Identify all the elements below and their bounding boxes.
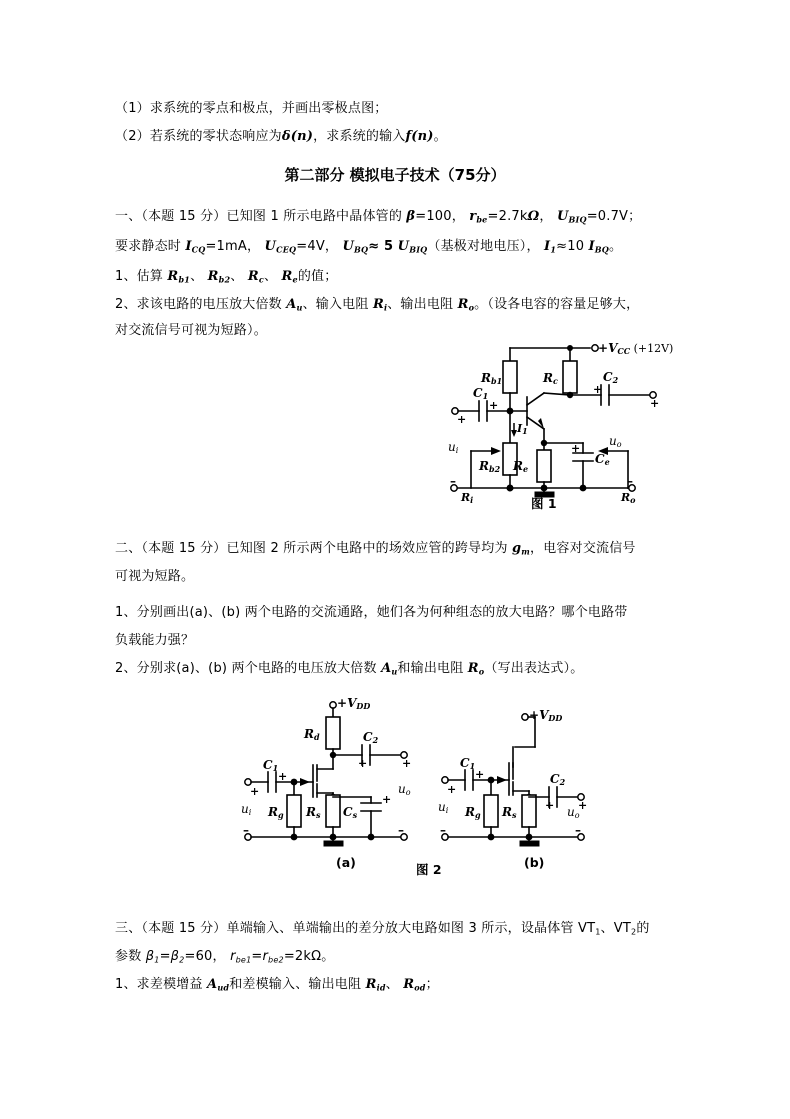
svg-text:+: +: [250, 785, 260, 798]
fig1-label-rb1: Rb1: [481, 371, 503, 386]
fig2a-label-rd: Rd: [304, 727, 320, 742]
svg-text:+: +: [382, 793, 392, 806]
svg-text:+: +: [457, 413, 467, 426]
carryover-item-2: （2）若系统的零状态响应为δ(n)，求系统的输入f(n)。: [115, 129, 447, 144]
fig1-label-rc: Rc: [543, 371, 558, 386]
fig1-label-c1: C1: [473, 386, 489, 401]
problem1-line1: 一、（本题 15 分）已知图 1 所示电路中晶体管的 β=100， $r_{be}=2.7k\Omega$， $U_{BIQ}=0.7V$；: [115, 209, 642, 225]
fig1-label-rb2: Rb2: [479, 459, 501, 474]
fig2a-label-c2: C2: [363, 730, 379, 745]
figure1-caption: 图 1: [531, 496, 557, 511]
problem1-line2: 要求静态时 $I_{CQ}=1mA$， $U_{CEQ}=4V$， $U_{BQ}\approx 5$ $U_{BIQ}$（基极对地电压）， $I_1\approx 10$ $I_{BQ}$。: [115, 239, 623, 255]
fig2b-label-rs: Rs: [502, 805, 517, 820]
problem2-sub2: 2、分别求(a)、(b) 两个电路的电压放大倍数 $A_u$和输出电阻 $R_o$（写出表达式）。: [115, 661, 584, 677]
svg-text:–: –: [243, 823, 249, 837]
problem3-line1: 三、（本题 15 分）单端输入、单端输出的差分放大电路如图 3 所示，设晶体管 $VT_1$、$VT_2$的: [115, 921, 650, 937]
fig2a-label-uo: uo: [398, 782, 411, 797]
fig2a-label-vdd: +VDD: [337, 696, 371, 711]
svg-text:–: –: [398, 823, 404, 837]
fig1-label-ce: Ce: [595, 452, 610, 467]
fig2b-label-vdd: +VDD: [529, 708, 563, 723]
figure2-caption: 图 2: [416, 862, 442, 877]
fig1-label-ri: Ri: [461, 491, 474, 503]
svg-text:+: +: [593, 383, 603, 396]
svg-text:–: –: [627, 474, 633, 488]
problem3-line2: 参数 $\beta_1=\beta_2=60$， $r_{be1}=r_{be2}=2k\Omega$。: [115, 949, 335, 965]
svg-text:–: –: [575, 823, 581, 837]
fig2b-label-ui: ui: [438, 800, 449, 815]
svg-text:–: –: [450, 474, 456, 488]
carryover-item-1: （1）求系统的零点和极点，并画出零极点图；: [115, 101, 388, 116]
svg-text:+: +: [402, 757, 412, 770]
fig1-label-i1: I1: [517, 422, 528, 436]
problem3-sub1: 1、求差模增益 $A_{ud}$和差模输入、输出电阻 $R_{id}$、 $R_{od}$；: [115, 977, 439, 993]
section-title: 第二部分 模拟电子技术（75分）: [284, 166, 506, 184]
problem1-sub1: 1、估算 $R_{b1}$、 $R_{b2}$、 $R_c$、 $R_e$的值；: [115, 269, 338, 285]
fig2b-label-uo: uo: [567, 805, 580, 820]
svg-text:+: +: [447, 783, 457, 796]
fig2b-label-c2: C2: [550, 772, 566, 787]
fig2a-label-c1: C1: [263, 758, 279, 773]
fig1-label-ui: ui: [448, 440, 459, 455]
svg-text:–: –: [440, 823, 446, 837]
fig2b-label-rg: Rg: [465, 805, 481, 820]
fig1-label-vcc: +VCC (+12V): [598, 341, 674, 356]
fig1-label-c2: C2: [603, 370, 619, 385]
fig2a-label-ui: ui: [241, 802, 252, 817]
svg-text:+: +: [578, 799, 588, 812]
svg-text:+: +: [650, 397, 660, 410]
figure2a-label: (a): [336, 855, 356, 870]
fig2a-label-rs: Rs: [306, 805, 321, 820]
problem2-line1: 二、（本题 15 分）已知图 2 所示两个电路中的场效应管的跨导均为 $g_m$，电容对交流信号: [115, 541, 636, 557]
svg-text:+: +: [489, 399, 499, 412]
problem2-sub1-cont: 负载能力强？: [115, 633, 195, 648]
svg-text:+: +: [278, 770, 288, 783]
fig1-label-re: Re: [513, 459, 529, 474]
svg-text:+: +: [475, 768, 485, 781]
problem1-sub2: 2、求该电路的电压放大倍数 $A_u$、输入电阻 $R_i$、输出电阻 $R_o$。（设各电容的容量足够大，: [115, 297, 640, 313]
figure2b-label: (b): [524, 855, 545, 870]
figure1-circuit: [443, 333, 698, 503]
fig1-label-ro: Ro: [621, 491, 636, 503]
fig1-label-uo: uo: [609, 434, 622, 449]
svg-text:+: +: [545, 799, 555, 812]
fig2b-label-c1: C1: [460, 756, 476, 771]
problem1-sub2-cont: 对交流信号可视为短路）。: [115, 323, 267, 338]
svg-text:+: +: [571, 442, 581, 455]
fig2a-label-cs: Cs: [343, 805, 358, 820]
problem2-sub1: 1、分别画出(a)、(b) 两个电路的交流通路，她们各为何种组态的放大电路？哪个电路带: [115, 605, 628, 620]
figure2b-circuit: [437, 685, 602, 850]
fig2a-label-rg: Rg: [268, 805, 284, 820]
svg-text:+: +: [358, 757, 368, 770]
problem2-line2: 可视为短路。: [115, 569, 195, 584]
figure2a-circuit: [238, 685, 438, 850]
